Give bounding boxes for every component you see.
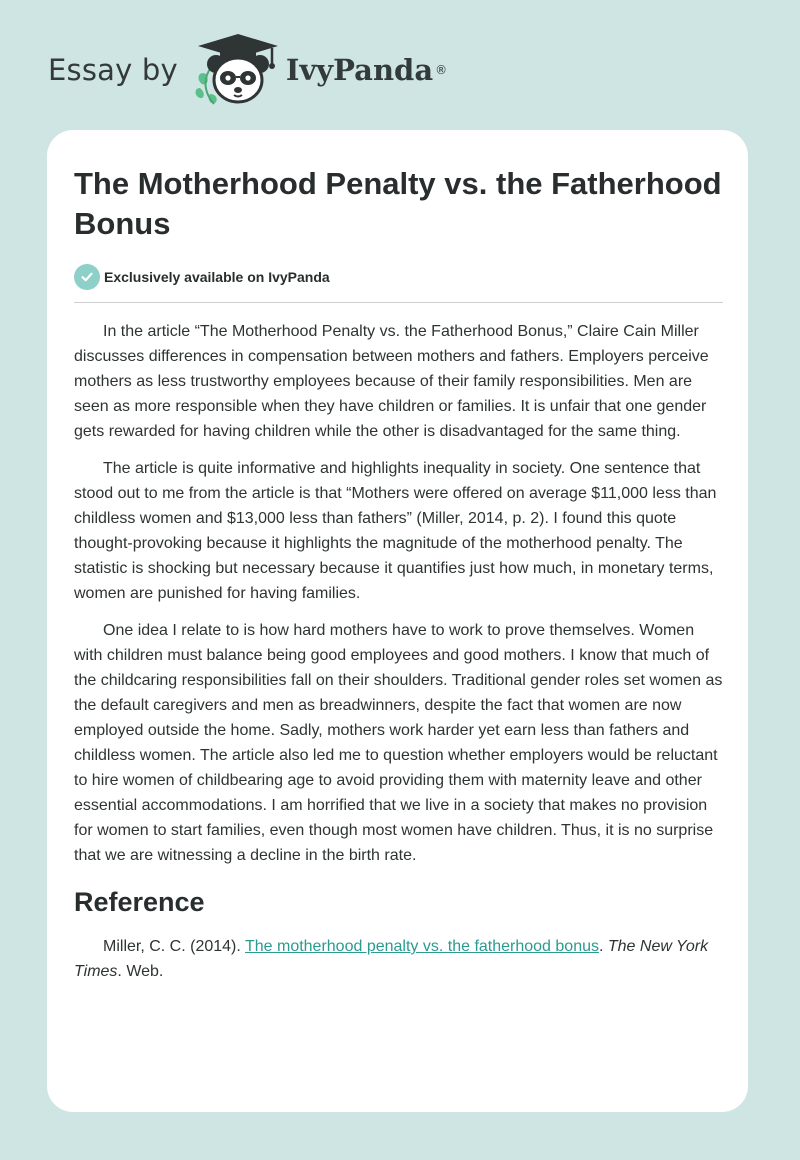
reference-heading: Reference: [74, 887, 205, 917]
essay-content: [74, 164, 723, 984]
reference-after-link: .: [598, 938, 608, 955]
title-divider: [74, 302, 723, 303]
essay-body: [74, 319, 723, 868]
reference-entry: [74, 934, 723, 984]
checkmark-icon: [74, 264, 100, 290]
exclusive-badge-text: Exclusively available on IvyPanda: [104, 269, 330, 285]
essay-paragraph-2: The article is quite informative and highlights inequality in society. One sentence that stood out to me from the article is that “Mothers were offered on average $11,000 less than childless women and $13,000 less than fathers” (Miller, 2014, p. 2). I found this quote thought-provoking because it highlights the magnitude of the motherhood penalty. The statistic is shocking but necessary because it quantifies just how much, in monetary terms, women are punished for having families.: [74, 460, 717, 602]
exclusive-badge: [74, 262, 723, 292]
reference-journal: The New York Times: [74, 938, 709, 980]
logo-brand-text: IvyPanda: [285, 53, 434, 87]
essay-paragraph-3: One idea I relate to is how hard mothers have to work to prove themselves. Women with children must balance being good employees and good mothers. I know that much of the childcaring responsibilities fall on their shoulders. Traditional gender roles set women as the default caregivers and men as breadwinners, despite the fact that women are now employed outside the home. Sadly, mothers work harder yet earn less than fathers and childless women. The article also led me to question whether employers would be reluctant to hire women of childbearing age to avoid providing them with maternity leave and other essential accommodations. I am horrified that we live in a society that makes no provision for women to start families, even though most women have children. Thus, it is no surprise that we are witnessing a decline in the birth rate.: [74, 622, 723, 864]
essay-card: [47, 130, 748, 1112]
essay-paragraph-1: In the article “The Motherhood Penalty vs. the Fatherhood Bonus,” Claire Cain Miller discusses differences in compensation between mothers and fathers. Employers perceive mothers as less trustworthy employees because of their family responsibilities. Men are seen as more responsible when they have children or families. It is unfair that one gender gets rewarded for having children while the other is disadvantaged for the same thing.: [74, 323, 709, 440]
reference-suffix: . Web.: [117, 963, 164, 980]
reference-link[interactable]: The motherhood penalty vs. the fatherhood bonus: [244, 938, 599, 955]
panda-logo-icon: [192, 30, 284, 110]
essay-title: The Motherhood Penalty vs. the Fatherhood Bonus: [74, 166, 722, 241]
site-logo[interactable]: [48, 30, 447, 110]
logo-registered-mark: ®: [435, 63, 448, 77]
logo-prefix-text: Essay by: [48, 53, 178, 87]
reference-author-year: Miller, C. C. (2014).: [103, 938, 245, 955]
